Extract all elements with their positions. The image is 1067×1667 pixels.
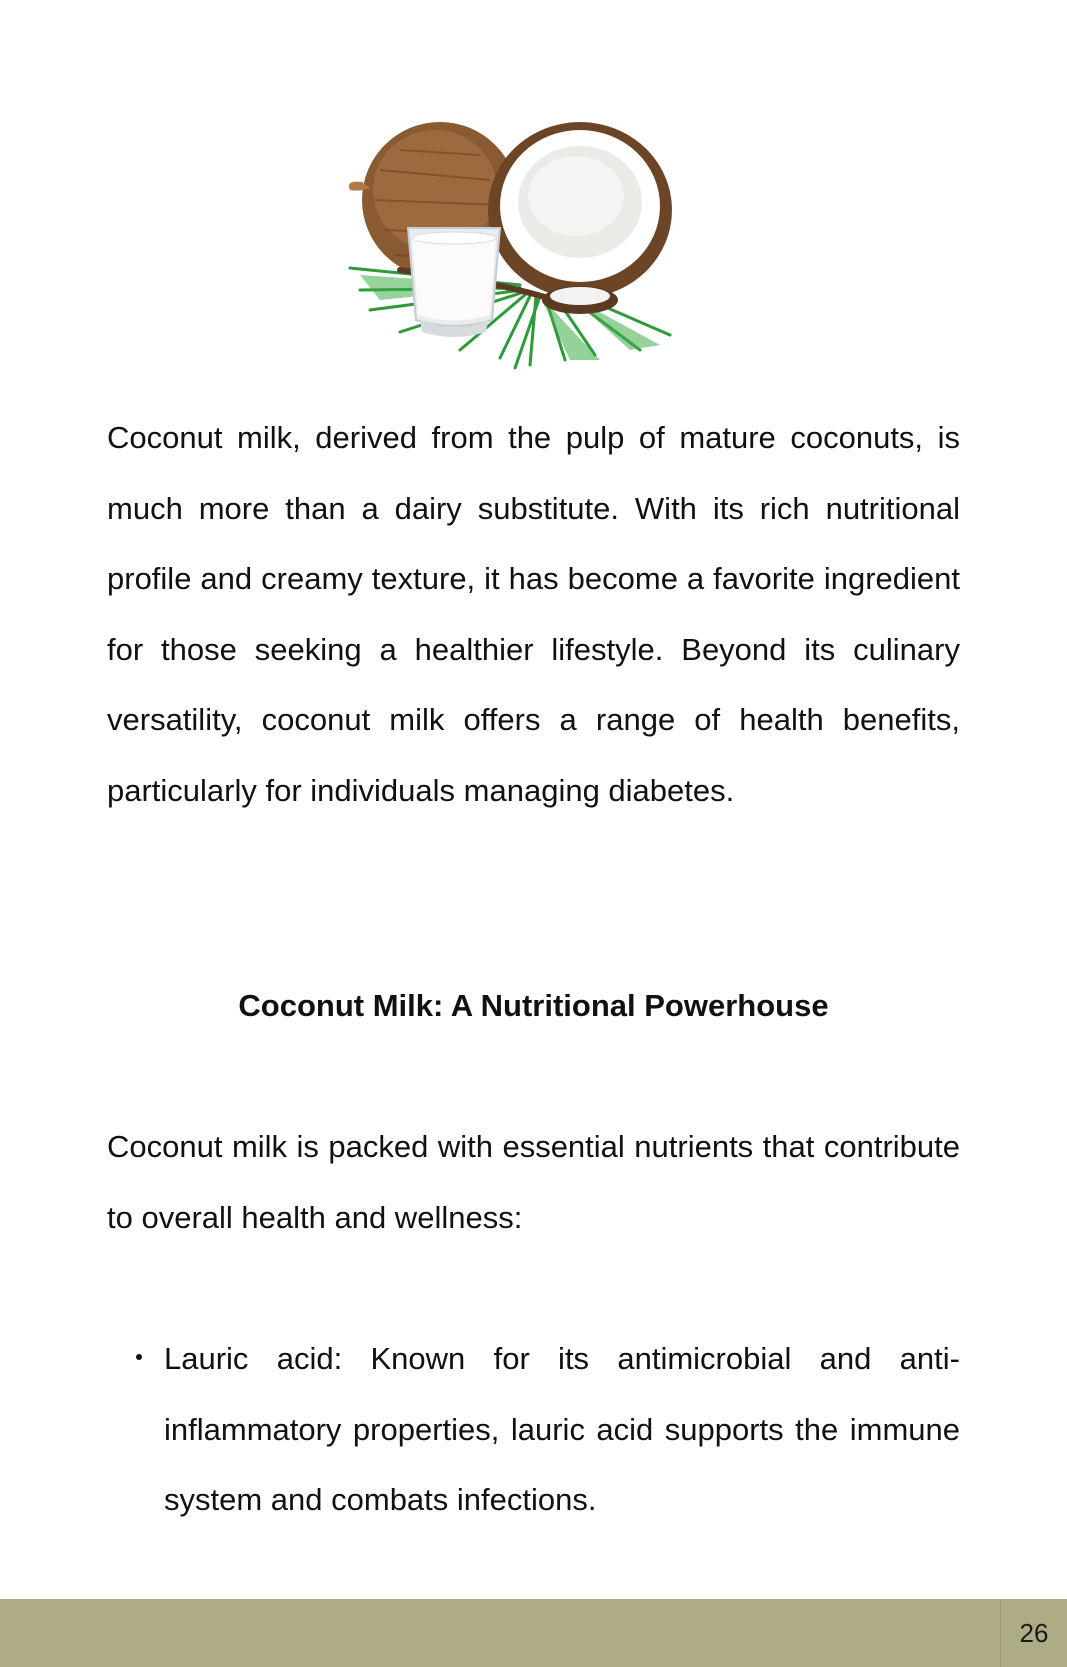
page-footer <box>0 1599 1067 1667</box>
coconut-image <box>340 110 720 375</box>
section-lead-paragraph: Coconut milk is packed with essential nutrients that contribute to overall health and wellness: <box>107 1129 960 1235</box>
intro-paragraph: Coconut milk, derived from the pulp of mature coconuts, is much more than a dairy substitute. With its rich nutritional profile and creamy texture, it has become a favorite ingredient for those seeking a healthier lifestyle. Beyond its culinary versatility, coconut milk offers a range of health benefits, particularly for individuals managing diabetes. <box>107 420 960 808</box>
list-item-text: Lauric acid: Known for its antimicrobial and anti-inflammatory properties, lauric acid supports the immune system and combats infections. <box>164 1341 960 1518</box>
list-item <box>107 1324 960 1536</box>
section-heading: Coconut Milk: A Nutritional Powerhouse <box>238 988 829 1023</box>
coconut-milk-illustration <box>340 110 720 375</box>
bullet-icon <box>136 1354 142 1360</box>
milk-glass-icon <box>408 228 500 337</box>
page-number: 26 <box>1000 1599 1067 1667</box>
nutrient-list <box>107 1324 960 1536</box>
